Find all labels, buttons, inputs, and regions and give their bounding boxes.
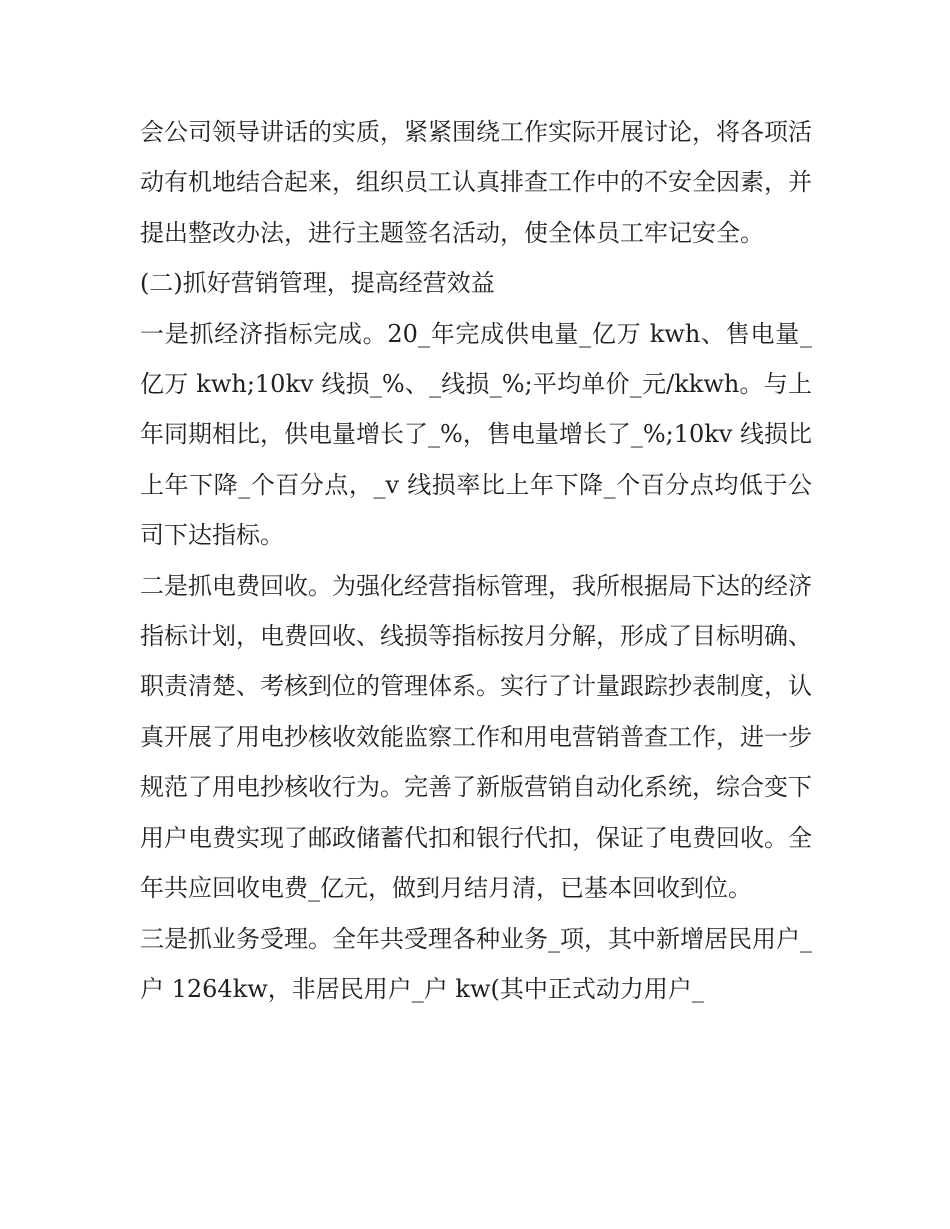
paragraph-fee-collection: 二是抓电费回收。为强化经营指标管理，我所根据局下达的经济指标计划，电费回收、线损等指标按月分解，形成了目标明确、职责清楚、考核到位的管理体系。实行了计量跟踪抄表制度，认真开展了用电抄核收效能监察工作和用电营销普查工作，进一步规范了用电抄核收行为。完善了新版营销自动化系统，综合变下用户电费实现了邮政储蓄代扣和银行代扣，保证了电费回收。全年共应回收电费_亿元，做到月结月清，已基本回收到位。 <box>140 571 812 903</box>
section-heading-marketing: (二)抓好营销管理，提高经营效益 <box>140 269 495 298</box>
paragraph-business-acceptance: 三是抓业务受理。全年共受理各种业务_项，其中新增居民用户_户 1264kw，非居民用户_户 kw(其中正式动力用户_ <box>140 924 812 1003</box>
paragraph-safety-activity: 会公司领导讲话的实质，紧紧围绕工作实际开展讨论，将各项活动有机地结合起来，组织员工认真排查工作中的不安全因素，并提出整改办法，进行主题签名活动，使全体员工牢记安全。 <box>140 118 812 247</box>
document-body <box>140 107 812 1014</box>
paragraph-economic-indicators: 一是抓经济指标完成。20_年完成供电量_亿万 kwh、售电量_亿万 kwh;10kv 线损_%、_线损_%;平均单价_元/kkwh。与上年同期相比，供电量增长了_%，售电量增长了_%;10kv 线损比上年下降_个百分点，_v 线损率比上年下降_个百分点均低于公司下达指标。 <box>140 319 812 550</box>
